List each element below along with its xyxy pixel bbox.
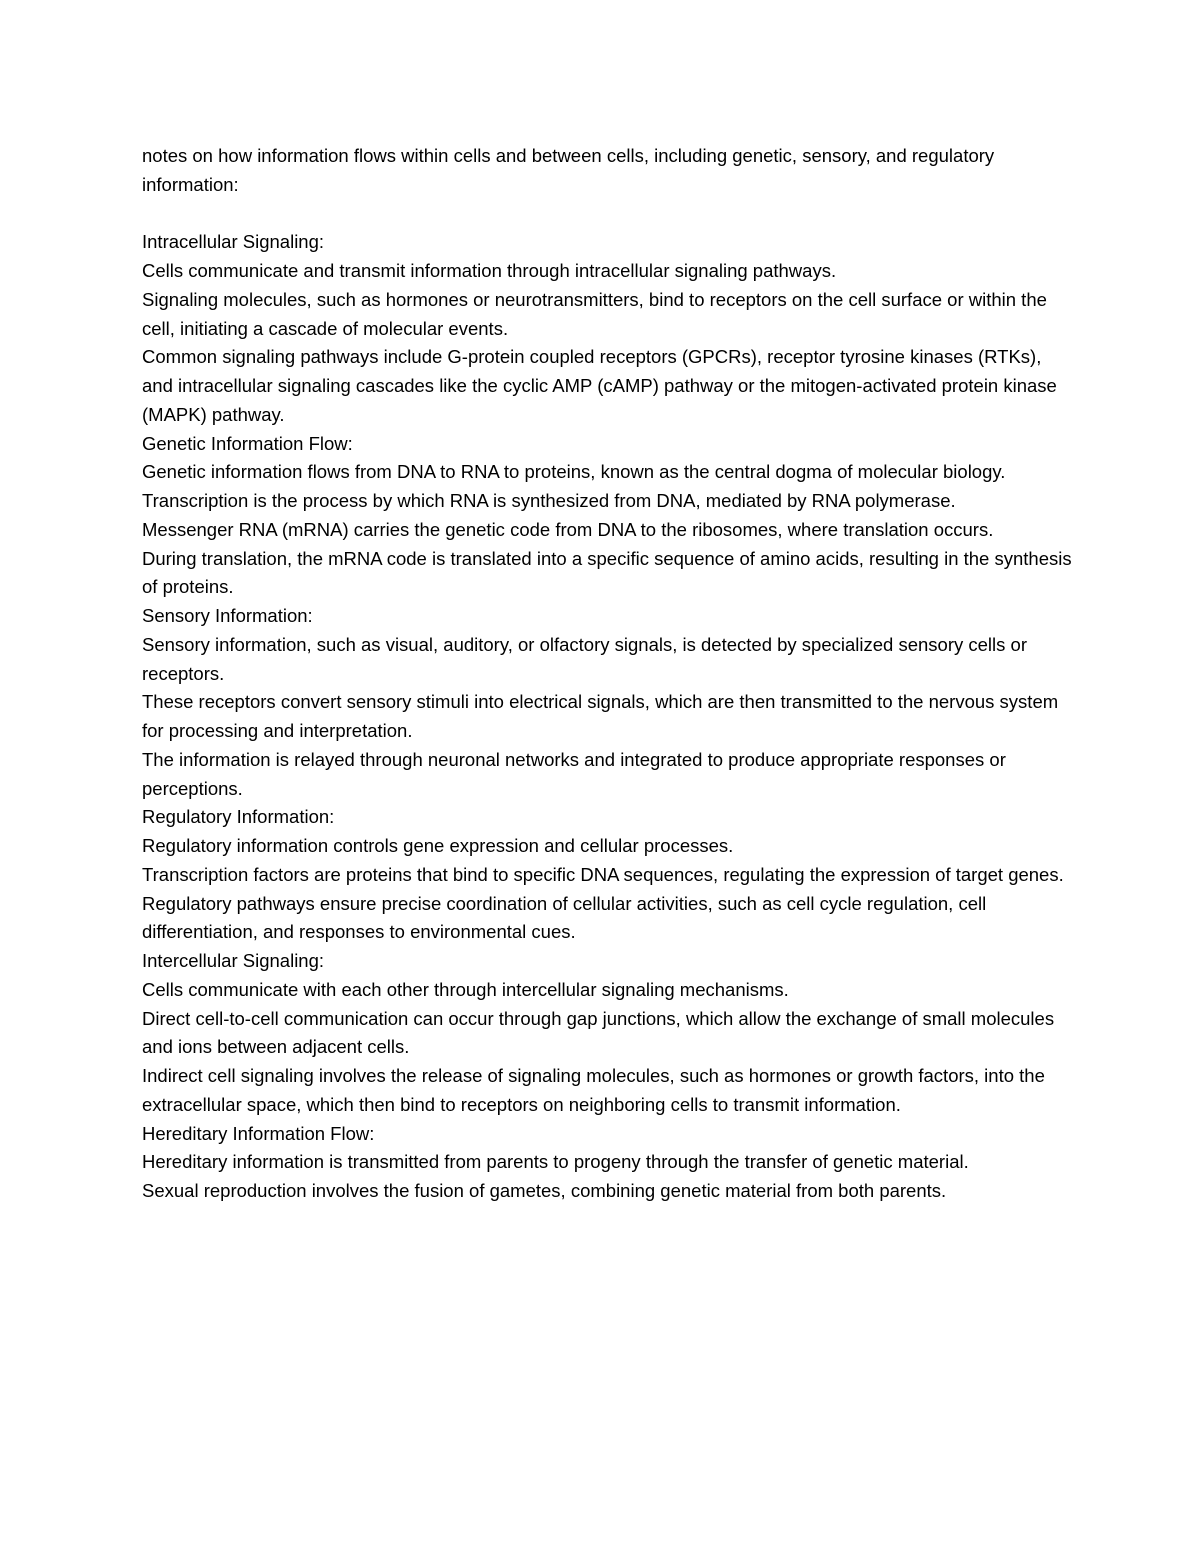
paragraph: Cells communicate with each other through intercellular signaling mechanisms. [142, 978, 789, 1000]
blank-line [142, 200, 1072, 229]
paragraph: Indirect cell signaling involves the release of signaling molecules, such as hormones or growth factors, into the extracellular space, which then bind to receptors on neighboring cells to transmit information. [142, 1065, 1045, 1115]
paragraph: Genetic information flows from DNA to RNA to proteins, known as the central dogma of molecular biology. [142, 461, 1006, 483]
section-heading: Regulatory Information: [142, 806, 335, 828]
paragraph: Transcription factors are proteins that bind to specific DNA sequences, regulating the expression of target genes. [142, 863, 1064, 885]
section-heading: Intercellular Signaling: [142, 950, 325, 971]
paragraph: Sensory information, such as visual, auditory, or olfactory signals, is detected by specialized sensory cells or receptors. [142, 633, 1027, 684]
paragraph: Transcription is the process by which RNA is synthesized from DNA, mediated by RNA polymerase. [142, 490, 956, 511]
paragraph: Regulatory information controls gene expression and cellular processes. [142, 835, 734, 856]
section-heading: Sensory Information: [142, 605, 313, 626]
paragraph: Sexual reproduction involves the fusion of gametes, combining genetic material from both parents. [142, 1180, 947, 1201]
paragraph: The information is relayed through neuronal networks and integrated to produce appropriate responses or perceptions. [142, 748, 1006, 799]
paragraph: Regulatory pathways ensure precise coordination of cellular activities, such as cell cycle regulation, cell differentiation, and responses to environmental cues. [142, 892, 987, 943]
paragraph: Direct cell-to-cell communication can occur through gap junctions, which allow the exchange of small molecules and ions between adjacent cells. [142, 1007, 1055, 1058]
paragraph: Messenger RNA (mRNA) carries the genetic code from DNA to the ribosomes, where translation occurs. [142, 518, 994, 540]
paragraph: Cells communicate and transmit information through intracellular signaling pathways. [142, 260, 837, 281]
section-heading: Intracellular Signaling: [142, 231, 325, 253]
paragraph: Common signaling pathways include G-protein coupled receptors (GPCRs), receptor tyrosine kinases (RTKs), and intracellular signaling cascades like the cyclic AMP (cAMP) pathway or the mitogen-activated protein kinase (MAPK) pathway. [142, 346, 1057, 425]
intro-paragraph: notes on how information flows within cells and between cells, including genetic, sensory, and regulatory information: [142, 145, 995, 195]
paragraph: Hereditary information is transmitted from parents to progeny through the transfer of genetic material. [142, 1151, 969, 1173]
section-heading: Genetic Information Flow: [142, 432, 353, 454]
paragraph: These receptors convert sensory stimuli into electrical signals, which are then transmitted to the nervous system for processing and interpretation. [142, 691, 1059, 741]
paragraph: During translation, the mRNA code is translated into a specific sequence of amino acids, resulting in the synthesis of proteins. [142, 547, 1072, 598]
document-body [142, 142, 1072, 1206]
paragraph: Signaling molecules, such as hormones or neurotransmitters, bind to receptors on the cell surface or within the cell, initiating a cascade of molecular events. [142, 288, 1047, 339]
section-heading: Hereditary Information Flow: [142, 1122, 375, 1144]
